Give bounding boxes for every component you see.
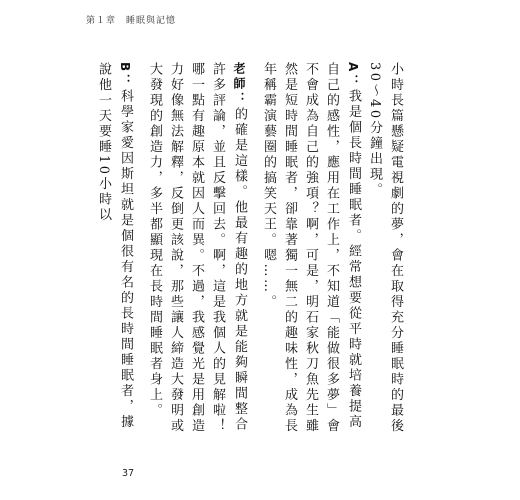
page-number: 37 [122, 468, 135, 479]
vertical-text-body [96, 62, 406, 444]
paragraph-text: 小時長篇懸疑電視劇的夢，會在取得充分睡眠時的最後30～40分鐘出現。 [367, 62, 403, 434]
paragraph-speaker-b [93, 62, 136, 444]
speaker-label: B： [118, 62, 132, 90]
paragraph-text: 我是個長時間睡眠者。經常想要從平時就培養提高自己的感性，應用在工作上，不知道「能做很多夢」會不會成為自己的強項？啊，可是，明石家秋刀魚先生雖然是短時間睡眠者，卻靠著獨一無二的趣味性，成為長年稱霸演藝圈的搞笑天王。嗯……。 [261, 62, 361, 434]
paragraph-speaker-teacher [144, 62, 250, 444]
speaker-label: 老師： [232, 62, 246, 107]
running-header: 第１章 睡眠與記憶 [86, 16, 177, 26]
paragraph-continuation [364, 62, 406, 444]
paragraph-text: 科學家愛因斯坦就是個很有名的長時間睡眠者，據說他一天要睡10小時以 [96, 62, 133, 431]
paragraph-text: 的確是這樣。他最有趣的地方就是能夠瞬間整合許多評論，並且反擊回去。啊，這是我個人的見解啦！哪一點有趣原本就因人而異。不過，我感覺光是用創造力好像無法解釋，反倒更該說，那些讓人締造大發明或大發現的創造力，多半都顯現在長時間睡眠者身上。 [147, 62, 247, 434]
paragraph-speaker-a [258, 62, 364, 444]
speaker-label: A： [346, 62, 360, 90]
